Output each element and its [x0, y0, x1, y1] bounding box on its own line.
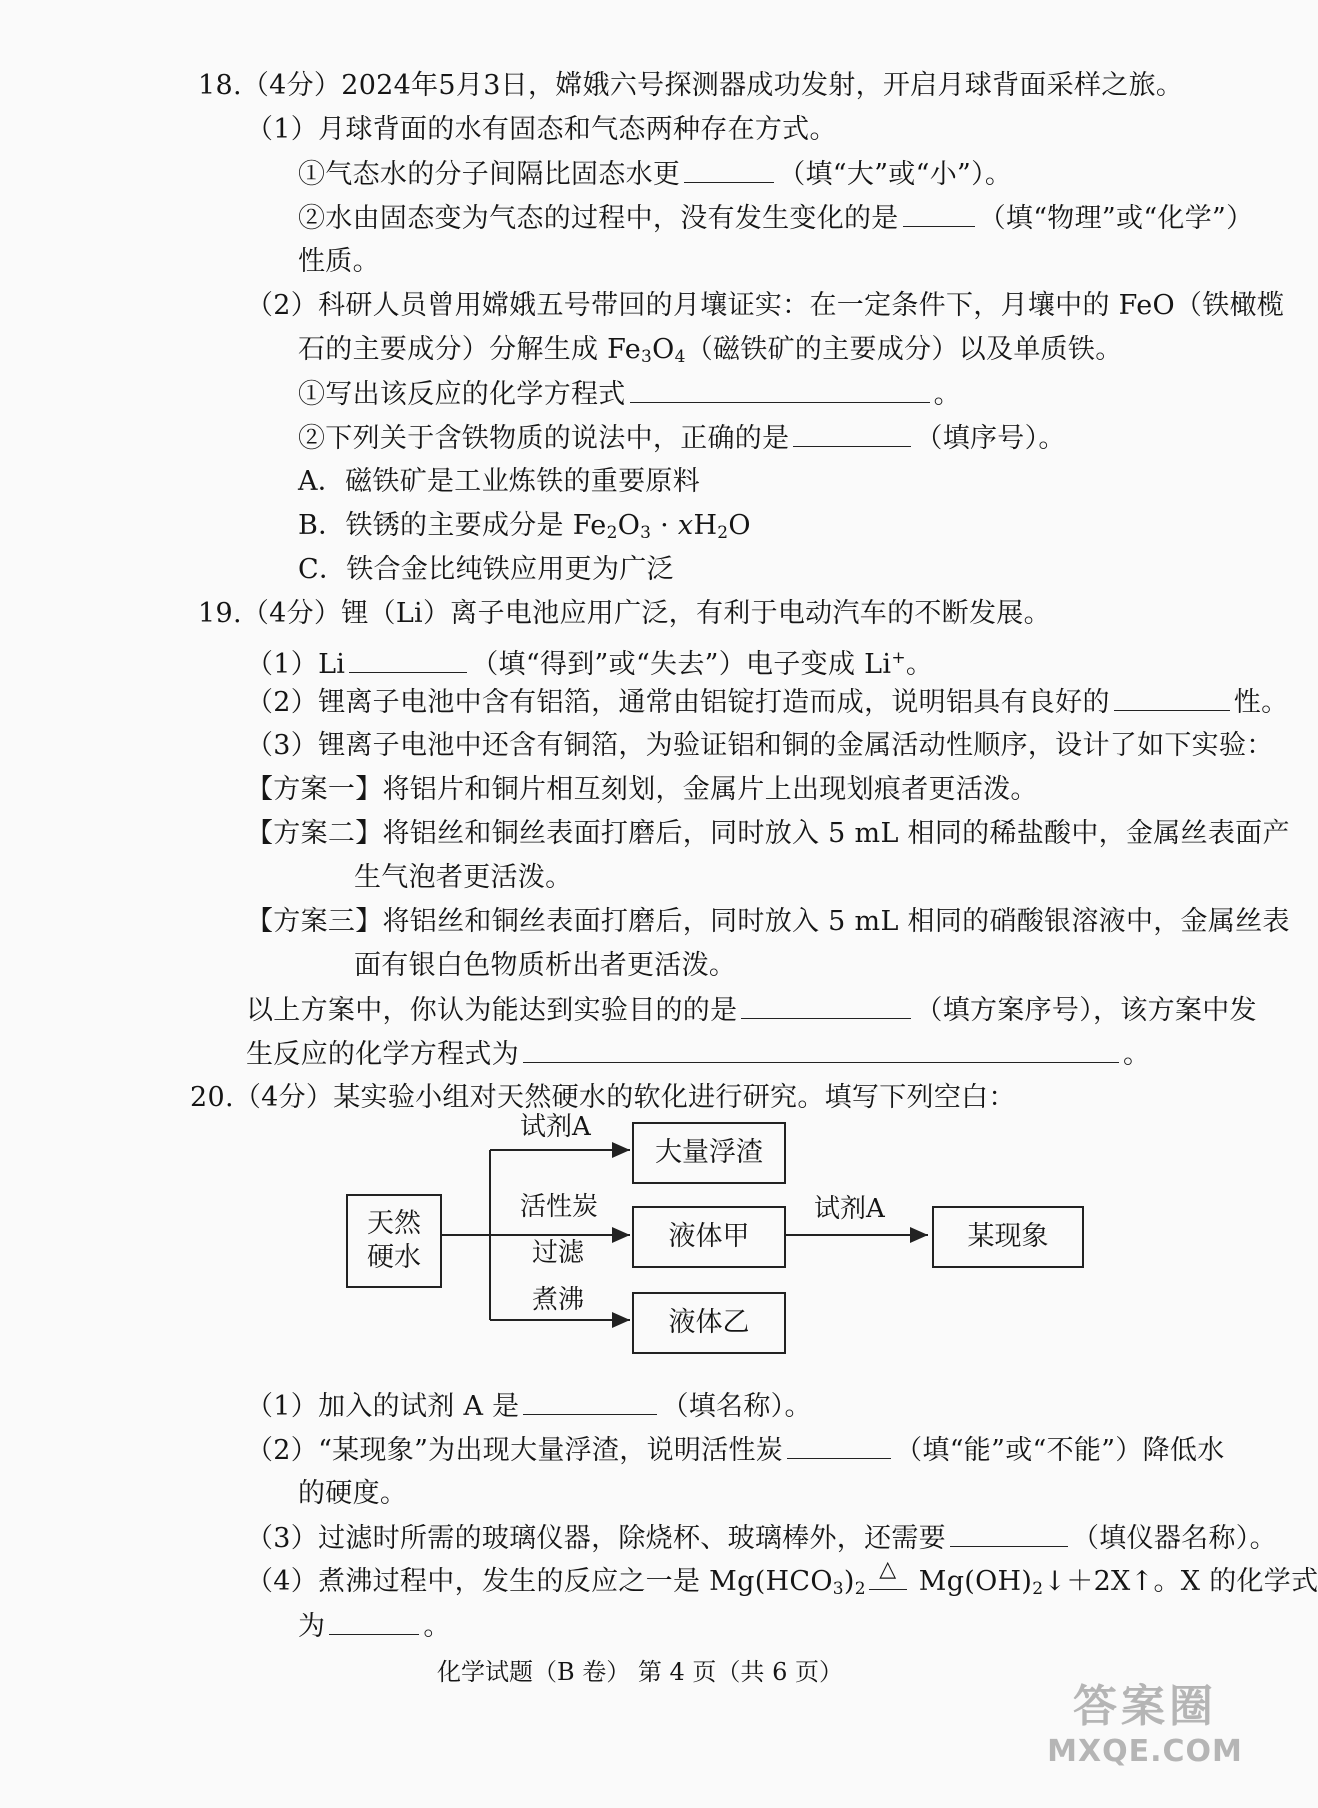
box-liquid-b: 液体乙	[632, 1292, 786, 1354]
heat-symbol: △	[879, 1557, 897, 1582]
text: 以上方案中，你认为能达到实验目的的是	[246, 995, 738, 1026]
text: O	[652, 334, 675, 365]
text: ·	[651, 510, 678, 541]
q18-part1-b	[298, 200, 1253, 237]
site-watermark	[1040, 1670, 1250, 1780]
box-phenomenon: 某现象	[932, 1206, 1084, 1268]
text: （4）煮沸过程中，发生的反应之一是 Mg(HCO	[246, 1566, 833, 1597]
text: （填“能”或“不能”）降低水	[895, 1435, 1225, 1466]
answer-blank[interactable]	[787, 1432, 891, 1459]
subscript: 3	[641, 347, 653, 367]
text: 。	[933, 379, 961, 410]
watermark-logo-text: 答案圈	[1073, 1681, 1217, 1732]
answer-blank[interactable]	[1114, 684, 1230, 711]
answer-blank[interactable]	[630, 376, 930, 403]
text: O	[728, 510, 751, 541]
text: 生反应的化学方程式为	[246, 1039, 519, 1070]
answer-blank[interactable]	[349, 646, 467, 673]
answer-blank[interactable]	[523, 1388, 657, 1415]
page-footer: 化学试题（B 卷） 第 4 页（共 6 页）	[437, 1658, 843, 1686]
box-liquid-a: 液体甲	[632, 1206, 786, 1268]
q19-plan3-line2: 面有银白色物质析出者更活泼。	[354, 950, 737, 981]
q18-heading: 18.（4分）2024年5月3日，嫦娥六号探测器成功发射，开启月球背面采样之旅。	[198, 70, 1184, 101]
subscript: 2	[1032, 1579, 1044, 1599]
q18-option-b	[298, 508, 751, 551]
text: Mg(OH)	[909, 1566, 1033, 1597]
subscript: 3	[640, 523, 652, 543]
text: （磁铁矿的主要成分）以及单质铁。	[685, 334, 1123, 365]
q18-part1-b-text: ②水由固态变为气态的过程中，没有发生变化的是	[298, 203, 899, 234]
q20-heading: 20.（4分）某实验小组对天然硬水的软化进行研究。填写下列空白：	[190, 1082, 1016, 1113]
q19-conclusion-line2	[246, 1036, 1150, 1073]
answer-blank[interactable]	[523, 1036, 1119, 1063]
subscript: 2	[854, 1579, 866, 1599]
q20-part2-cont: 的硬度。	[298, 1478, 408, 1509]
heating-condition-sign	[866, 1557, 910, 1602]
q19-part2	[246, 684, 1288, 721]
answer-blank[interactable]	[684, 156, 774, 183]
q18-part2-b	[298, 420, 1066, 457]
text: ②下列关于含铁物质的说法中，正确的是	[298, 423, 790, 454]
text: （2）锂离子电池中含有铝箔，通常由铝锭打造而成，说明铝具有良好的	[246, 687, 1110, 718]
label-boil: 煮沸	[532, 1285, 585, 1315]
q19-heading: 19.（4分）锂（Li）离子电池应用广泛，有利于电动汽车的不断发展。	[198, 598, 1051, 629]
q18-part1-a	[298, 156, 1012, 193]
text: )	[843, 1566, 855, 1597]
text: （填序号）。	[915, 423, 1066, 454]
q18-part2-line2	[298, 332, 1123, 375]
text: 。	[905, 649, 934, 680]
text: （填方案序号），该方案中发	[915, 995, 1257, 1026]
q18-part2-a	[298, 376, 961, 413]
text: B．铁锈的主要成分是 Fe	[298, 510, 607, 541]
q18-part1-a-text: ①气态水的分子间隔比固态水更	[298, 159, 681, 190]
q18-part1-b-hint: （填“物理”或“化学”）	[978, 203, 1254, 234]
text: x	[677, 510, 694, 541]
subscript: 2	[606, 523, 618, 543]
answer-blank[interactable]	[741, 992, 911, 1019]
q20-part3	[246, 1520, 1277, 1557]
text: ①写出该反应的化学方程式	[298, 379, 626, 410]
q19-plan2-line1: 【方案二】将铝丝和铜丝表面打磨后，同时放入 5 mL 相同的稀盐酸中，金属丝表面产	[246, 818, 1290, 849]
answer-blank[interactable]	[903, 200, 975, 227]
text: （填名称）。	[661, 1391, 812, 1422]
text: 为	[298, 1611, 326, 1642]
subscript: 2	[717, 523, 729, 543]
text: 性。	[1233, 687, 1289, 718]
answer-blank[interactable]	[329, 1608, 419, 1635]
text: ↓＋2X↑。X 的化学式	[1043, 1566, 1318, 1597]
q18-part2-line1: （2）科研人员曾用嫦娥五号带回的月壤证实：在一定条件下，月壤中的 FeO（铁橄榄	[246, 290, 1285, 321]
text: 硬水	[367, 1242, 421, 1273]
label-activated-carbon: 活性炭	[520, 1192, 599, 1222]
text: （3）过滤时所需的玻璃仪器，除烧杯、玻璃棒外，还需要	[246, 1523, 946, 1554]
answer-blank[interactable]	[950, 1520, 1068, 1547]
q19-plan2-line2: 生气泡者更活泼。	[354, 862, 573, 893]
text: 天然	[367, 1208, 421, 1239]
text: H	[693, 510, 718, 541]
box-large-scum: 大量浮渣	[632, 1122, 786, 1184]
q18-option-c: C．铁合金比纯铁应用更为广泛	[298, 554, 674, 585]
q19-part1	[246, 640, 933, 683]
superscript: +	[891, 648, 906, 668]
source-box-natural-hard-water	[346, 1194, 442, 1288]
q18-option-a: A．磁铁矿是工业炼铁的重要原料	[298, 466, 700, 497]
q18-part1-a-hint: （填“大”或“小”）。	[778, 159, 1013, 190]
q18-part1: （1）月球背面的水有固态和气态两种存在方式。	[246, 114, 837, 145]
q20-part2	[246, 1432, 1225, 1469]
label-reagent-a-second: 试剂A	[814, 1194, 885, 1224]
subscript: 3	[832, 1579, 844, 1599]
text: 。	[423, 1611, 451, 1642]
text: （1）Li	[246, 649, 346, 680]
text: （2）“某现象”为出现大量浮渣，说明活性炭	[246, 1435, 784, 1466]
watermark-url: MXQE.COM	[1047, 1734, 1243, 1769]
text: （填“得到”或“失去”）电子变成 Li	[471, 649, 892, 680]
q19-part3: （3）锂离子电池中还含有铜箔，为验证铝和铜的金属活动性顺序，设计了如下实验：	[246, 730, 1274, 761]
answer-blank[interactable]	[793, 420, 911, 447]
q18-part1-b-cont: 性质。	[298, 246, 380, 277]
text: 石的主要成分）分解生成 Fe	[298, 334, 642, 365]
q19-conclusion-line1	[246, 992, 1257, 1029]
q20-part4-cont	[298, 1608, 451, 1645]
water-softening-flow-diagram	[330, 1110, 1130, 1370]
text: （填仪器名称）。	[1071, 1523, 1277, 1554]
text: （1）加入的试剂 A 是	[246, 1391, 520, 1422]
q20-part1	[246, 1388, 812, 1425]
q19-plan3-line1: 【方案三】将铝丝和铜丝表面打磨后，同时放入 5 mL 相同的硝酸银溶液中，金属丝表	[246, 906, 1290, 937]
q19-plan1: 【方案一】将铝片和铜片相互刻划，金属片上出现划痕者更活泼。	[246, 774, 1038, 805]
label-reagent-a: 试剂A	[520, 1112, 591, 1142]
label-filter: 过滤	[532, 1238, 585, 1268]
text: 。	[1123, 1039, 1151, 1070]
subscript: 4	[674, 347, 686, 367]
text: O	[617, 510, 641, 541]
q20-part4	[246, 1557, 1318, 1607]
